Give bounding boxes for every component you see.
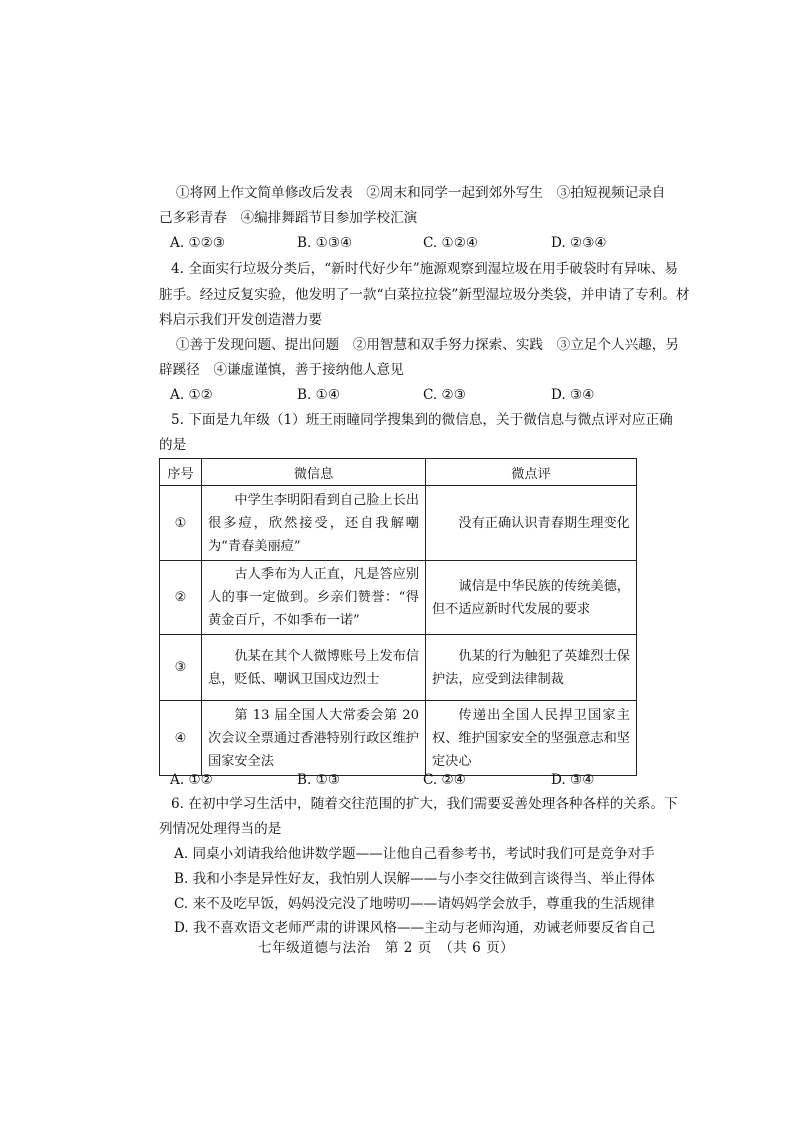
row-num: ① — [160, 486, 202, 561]
q4-stem-line1: 4. 全面实行垃圾分类后，“新时代好少年”施源观察到湿垃圾在用手破袋时有异味、易 — [171, 261, 678, 277]
q5-header-num: 序号 — [160, 459, 202, 486]
row-num: ④ — [160, 701, 202, 776]
q4-option-d: D. ③④ — [551, 387, 595, 403]
q3-option-b: B. ①③④ — [297, 235, 353, 251]
q3-option-d: D. ②③④ — [551, 235, 607, 251]
q4-items-line2: 辟蹊径 ④谦虚谨慎，善于接纳他人意见 — [159, 362, 404, 378]
row-comment: 诚信是中华民族的传统美德，但不适应新时代发展的要求 — [432, 578, 630, 617]
row-info: 第 13 届全国人大常委会第 20 次会议全票通过香港特别行政区维护国家安全法 — [208, 707, 419, 769]
q6-option-b: B. 我和小李是异性好友，我怕别人误解——与小李交往做到言谈得当、举止得体 — [174, 871, 655, 887]
q4-items-line1: ①善于发现问题、提出问题 ②用智慧和双手努力探索、实践 ③立足个人兴趣，另 — [176, 337, 679, 353]
q4-stem-line2: 脏手。经过反复实验，他发明了一款“白菜拉拉袋”新型湿垃圾分类袋，并申请了专利。材 — [159, 287, 690, 303]
row-info-cell — [202, 561, 426, 635]
table-row — [160, 561, 637, 635]
q5-table-header-row — [160, 459, 637, 486]
row-info-cell — [202, 701, 426, 776]
q4-option-b: B. ①④ — [297, 387, 341, 403]
row-info: 中学生李明阳看到自己脸上长出很多痘，欣然接受，还自我解嘲为“青春美丽痘” — [208, 492, 420, 554]
q3-stem-line2: 己多彩青春 ④编排舞蹈节目参加学校汇演 — [159, 210, 418, 226]
q5-stem-line2: 的是 — [159, 437, 187, 453]
row-info: 仇某在其个人微博账号上发布信息，贬低、嘲讽卫国戍边烈士 — [208, 648, 420, 687]
q6-stem-line2: 列情况处理得当的是 — [159, 821, 282, 837]
row-comment-cell — [426, 486, 637, 561]
q5-stem-line1: 5. 下面是九年级（1）班王雨瞳同学搜集到的微信息，关于微信息与微点评对应正确 — [171, 412, 673, 428]
q5-option-a: A. ①② — [170, 772, 213, 788]
q5-header-comment: 微点评 — [426, 459, 637, 486]
row-num: ③ — [160, 635, 202, 701]
q5-option-b: B. ①③ — [297, 772, 341, 788]
row-info: 古人季布为人正直，凡是答应别人的事一定做到。乡亲们赞誉：“得黄金百斤，不如季布一诺” — [208, 567, 420, 628]
q6-option-c: C. 来不及吃早饭，妈妈没完没了地唠叨——请妈妈学会放手，尊重我的生活规律 — [174, 896, 655, 912]
row-comment: 传递出全国人民捍卫国家主权、维护国家安全的坚强意志和坚定决心 — [432, 707, 630, 769]
q6-option-a: A. 同桌小刘请我给他讲数学题——让他自己看参考书，考试时我们可是竞争对手 — [174, 846, 655, 862]
q5-header-info: 微信息 — [202, 459, 426, 486]
row-info-cell — [202, 635, 426, 701]
q4-option-a: A. ①② — [170, 387, 213, 403]
table-row — [160, 486, 637, 561]
q6-stem-line1: 6. 在初中学习生活中，随着交往范围的扩大，我们需要妥善处理各种各样的关系。下 — [171, 796, 678, 812]
q6-option-d: D. 我不喜欢语文老师严肃的讲课风格——主动与老师沟通，劝诫老师要反省自己 — [174, 920, 656, 936]
q4-stem-line3: 料启示我们开发创造潜力要 — [159, 312, 323, 328]
q3-option-c: C. ①②④ — [423, 235, 479, 251]
q5-option-c: C. ②④ — [423, 772, 466, 788]
q4-option-c: C. ②③ — [423, 387, 466, 403]
q3-stem-line1: ①将网上作文简单修改后发表 ②周末和同学一起到郊外写生 ③拍短视频记录自 — [176, 185, 666, 201]
row-comment-cell — [426, 561, 637, 635]
row-num: ② — [160, 561, 202, 635]
page-footer: 七年级道德与法治 第 2 页 （共 6 页） — [258, 940, 515, 956]
row-comment-cell — [426, 635, 637, 701]
table-row — [160, 701, 637, 776]
table-row — [160, 635, 637, 701]
q5-option-d: D. ③④ — [551, 772, 595, 788]
q5-table — [159, 458, 637, 776]
q3-option-a: A. ①②③ — [170, 235, 226, 251]
row-comment: 仇某的行为触犯了英雄烈士保护法，应受到法律制裁 — [432, 648, 630, 687]
row-comment: 没有正确认识青春期生理变化 — [458, 515, 630, 531]
row-comment-cell — [426, 701, 637, 776]
row-info-cell — [202, 486, 426, 561]
